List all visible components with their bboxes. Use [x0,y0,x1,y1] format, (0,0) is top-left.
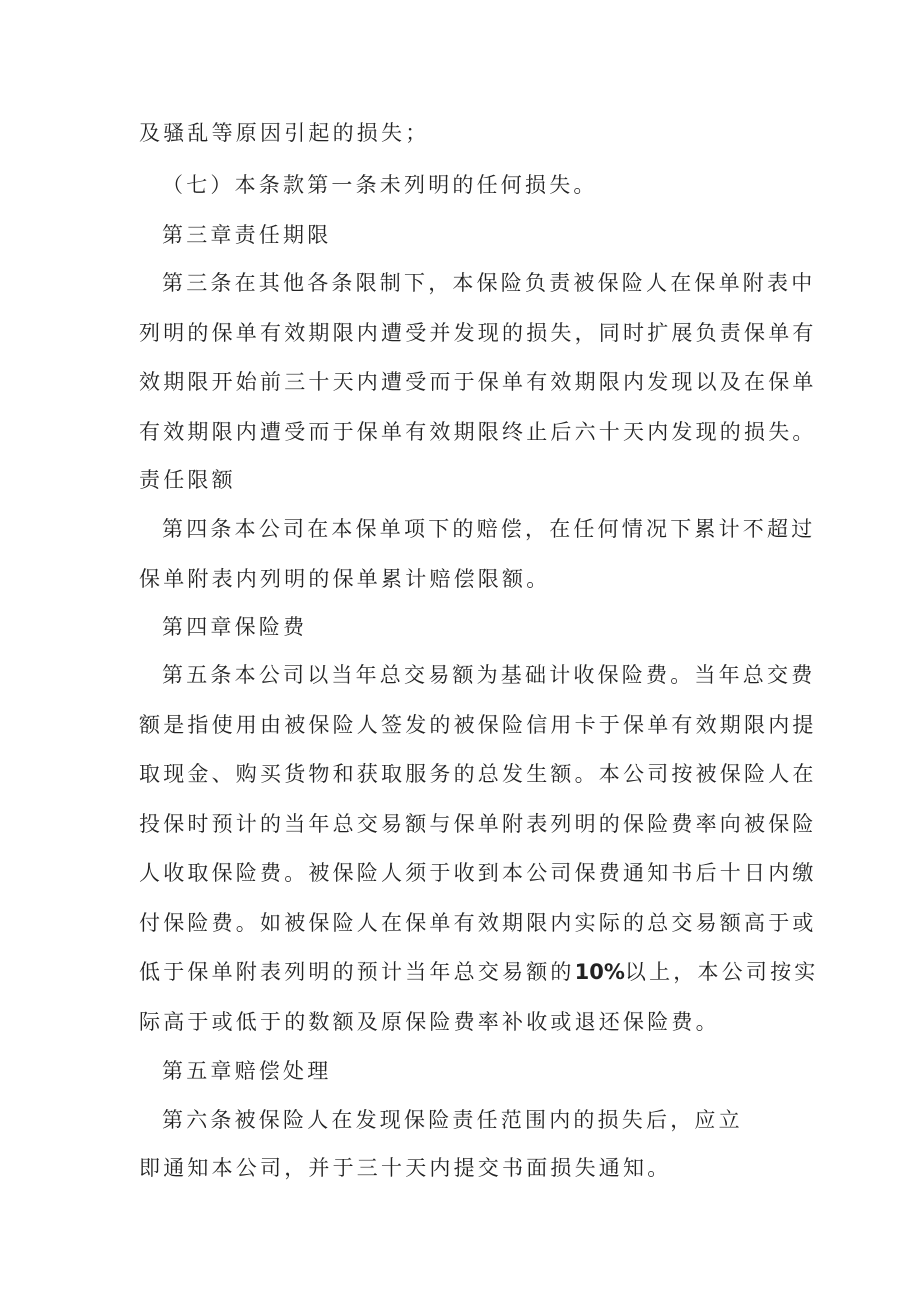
article-5-line: 取现金、购买货物和获取服务的总发生额。本公司按被保险人在 [139,762,817,786]
article-3-line: 第三条在其他各条限制下，本保险负责被保险人在保单附表中 [162,271,816,295]
article-6-line: 即通知本公司，并于三十天内提交书面损失通知。 [139,1156,672,1180]
article-3-line: 有效期限内遭受而于保单有效期限终止后六十天内发现的损失。 [139,420,817,444]
chapter-3-heading: 第三章责任期限 [162,223,332,247]
text-line: 及骚乱等原因引起的损失； [139,121,430,145]
chapter-5-heading: 第五章赔偿处理 [162,1059,332,1083]
chapter-4-heading: 第四章保险费 [162,615,308,639]
article-4-line: 第四条本公司在本保单项下的赔偿，在任何情况下累计不超过 [162,517,816,541]
article-5-line: 第五条本公司以当年总交易额为基础计收保险费。当年总交费 [162,663,816,687]
clause-item-7: （七）本条款第一条未列明的任何损失。 [162,173,598,197]
article-4-line: 保单附表内列明的保单累计赔偿限额。 [139,567,551,591]
article-5-line: 投保时预计的当年总交易额与保单附表列明的保险费率向被保险 [139,812,817,836]
article-5-line: 付保险费。如被保险人在保单有效期限内实际的总交易额高于或 [139,911,817,935]
article-5-line: 额是指使用由被保险人签发的被保险信用卡于保单有效期限内提 [139,713,817,737]
liability-limit-heading: 责任限额 [139,468,236,492]
article-3-line: 列明的保单有效期限内遭受并发现的损失，同时扩展负责保单有 [139,321,817,345]
article-5-line: 人收取保险费。被保险人须于收到本公司保费通知书后十日内缴 [139,861,817,885]
article-6-line: 第六条被保险人在发现保险责任范围内的损失后，应立 [162,1108,743,1132]
text-segment: 低于保单附表列明的预计当年总交易额的 [139,960,575,984]
article-5-line: 际高于或低于的数额及原保险费率补收或退还保险费。 [139,1010,720,1034]
article-5-line [139,957,818,987]
percentage-value: 10% [574,960,625,984]
article-3-line: 效期限开始前三十天内遭受而于保单有效期限内发现以及在保单 [139,370,817,394]
text-segment: 以上，本公司按实 [624,960,819,984]
